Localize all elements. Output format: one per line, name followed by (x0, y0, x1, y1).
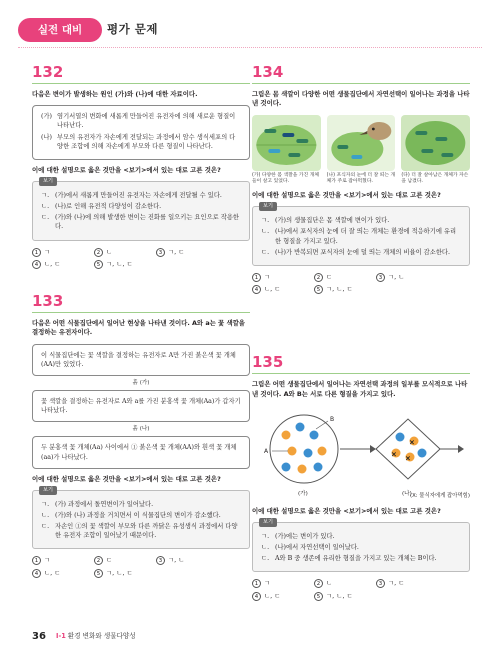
unit-label (56, 632, 136, 642)
leaf-with-caterpillars-image (252, 115, 321, 171)
bogi-text: (가)의 생물집단은 몸 색깔에 변이가 있다. (275, 217, 390, 225)
choice-number: 3 (156, 556, 165, 565)
bogi-item (41, 202, 241, 211)
info-key: (가) (41, 113, 52, 121)
question-rule (32, 83, 250, 84)
bogi-item (41, 213, 241, 231)
process-arrow-label: 흙 (가) (129, 379, 154, 387)
choice-text: ㄱ (44, 556, 51, 565)
figure-panel-na (327, 115, 396, 185)
choice-text: ㄱ, ㄴ, ㄷ (106, 568, 133, 577)
info-box (32, 105, 250, 160)
answer-choice[interactable] (376, 579, 438, 588)
figure-caption: (나) 포식자의 눈에 더 잘 띄는 개체가 주로 잡아먹혔다. (326, 172, 396, 184)
info-box (32, 344, 250, 376)
bogi-key: ㄱ. (261, 217, 270, 225)
bogi-item (41, 511, 241, 520)
choice-number: 2 (94, 556, 103, 565)
section-badge (18, 18, 102, 42)
figure-panel-ga (252, 115, 321, 185)
bogi-key: ㄴ. (261, 228, 270, 236)
choice-number: 1 (32, 556, 41, 565)
choice-number: 1 (32, 248, 41, 257)
selection-diagram (252, 405, 470, 497)
bogi-tag: 보기 (259, 518, 277, 527)
answer-choice[interactable] (94, 569, 156, 578)
choice-number: 4 (252, 592, 261, 601)
process-arrow-label: 흙 (나) (129, 425, 154, 433)
svg-text:×: × (409, 438, 415, 447)
bogi-key: ㄷ. (41, 214, 50, 222)
answer-choice[interactable] (94, 260, 156, 269)
diagram-note: (X: 물식자에게 잡아먹힘) (409, 492, 470, 499)
bogi-tag: 보기 (39, 486, 57, 495)
choice-text: ㄱ, ㄷ (168, 247, 185, 256)
answer-choices (32, 556, 250, 578)
bogi-text: (가)와 (나) 과정을 거치면서 이 식물집단의 변이가 감소했다. (55, 512, 221, 520)
choice-text: ㄱ, ㄴ, ㄷ (106, 259, 133, 268)
choice-text: ㄱ (44, 247, 51, 256)
header-divider (18, 47, 482, 49)
info-text: 부모의 유전자가 자손에게 전달되는 과정에서 암수 생식세포의 다양한 조합에 의해 자손에게 부모와 다른 형질이 나타난다. (57, 133, 236, 150)
question-stem: 다음은 변이가 발생하는 원인 (가)와 (나)에 대한 자료이다. (32, 90, 198, 98)
label-na: (나) (402, 491, 412, 498)
bogi-item (41, 191, 241, 200)
question-rule (32, 312, 250, 313)
choice-text: ㄱ, ㄷ (388, 579, 405, 588)
answer-choice[interactable] (376, 273, 438, 282)
figure-caption: (다) 더 잘 살아남은 개체가 자손을 남겼다. (401, 172, 469, 184)
bogi-key: ㄷ. (41, 523, 50, 531)
info-text: 꽃 색깔을 결정하는 유전자로 A와 a를 가진 분홍색 꽃 개체(Aa)가 갑자기 나타났다. (41, 398, 241, 415)
right-column (252, 62, 470, 601)
bogi-tag: 보기 (259, 202, 277, 211)
bird-eating-caterpillar-image (327, 115, 396, 171)
choice-number: 5 (94, 260, 103, 269)
question-rule (252, 83, 470, 84)
choice-text: ㄱ, ㄴ, ㄷ (326, 591, 353, 600)
question-head (252, 352, 470, 380)
choice-text: ㄱ (264, 579, 271, 588)
bird-illustration (327, 115, 396, 171)
bogi-key: ㄷ. (261, 555, 270, 563)
section-badge-label: 실전 대비 (37, 24, 83, 36)
answer-choices (32, 248, 250, 270)
section-title: 평가 문제 (107, 22, 158, 36)
bogi-key: ㄴ. (41, 203, 50, 211)
bogi-key: ㄴ. (261, 544, 270, 552)
question-prompt: 이에 대한 설명으로 옳은 것만을 <보기>에서 있는 대로 고른 것은? (252, 506, 441, 515)
question-prompt: 이에 대한 설명으로 옳은 것만을 <보기>에서 있는 대로 고른 것은? (252, 191, 441, 200)
choice-text: ㄴ (106, 247, 113, 256)
page-footer (0, 622, 500, 667)
choice-number: 2 (314, 579, 323, 588)
answer-choice[interactable] (252, 273, 314, 282)
question-head (32, 291, 250, 319)
bogi-text: (나)에서 자연선택이 일어났다. (275, 544, 359, 552)
question-stem: 그림은 어떤 생물집단에서 일어나는 자연선택 과정의 일부를 모식적으로 나타낸 것이다. A와 B는 서로 다른 형질을 가지고 있다. (252, 380, 468, 398)
bogi-key: ㄱ. (41, 192, 50, 200)
answer-choice[interactable] (314, 592, 376, 601)
question-number: 134 (252, 63, 284, 81)
answer-choice[interactable] (156, 556, 218, 565)
choice-text: ㄴ, ㄷ (44, 259, 61, 268)
label-a: A (264, 448, 269, 456)
answer-choice[interactable] (314, 273, 376, 282)
choice-number: 4 (32, 260, 41, 269)
question-number: 133 (32, 292, 64, 311)
choice-number: 2 (94, 248, 103, 257)
info-text: 염기서열의 변화에 새롭게 만들어진 유전자에 의해 새로운 형질이 나타난다. (57, 113, 236, 130)
answer-choice[interactable] (314, 285, 376, 294)
choice-text: ㄱ (264, 272, 271, 281)
bogi-item (261, 216, 461, 225)
left-column (32, 62, 250, 578)
choice-number: 4 (32, 569, 41, 578)
question-134 (252, 62, 470, 294)
question-prompt: 이에 대한 설명으로 옳은 것만을 <보기>에서 있는 대로 고른 것은? (32, 165, 221, 174)
answer-choice[interactable] (94, 556, 156, 565)
answer-choice[interactable] (32, 260, 94, 269)
label-ga: (가) (298, 491, 308, 498)
choice-text: ㄴ, ㄷ (264, 591, 281, 600)
figure-caption: (가) 다양한 몸 색깔을 가진 개체들이 살고 있었다. (252, 172, 319, 184)
info-box (32, 436, 250, 468)
info-item (41, 133, 241, 151)
unit-code: I-1 (56, 632, 66, 640)
info-text: 두 분홍색 꽃 개체(Aa) 사이에서 ① 붉은색 꽃 개체(AA)와 흰색 꽃 개체(aa)가 나타났다. (41, 444, 237, 461)
choice-text: ㄴ, ㄷ (44, 568, 61, 577)
page-number: 36 (32, 631, 46, 642)
bogi-key: ㄱ. (261, 533, 270, 541)
question-133 (32, 291, 250, 578)
process-arrow (32, 379, 250, 387)
unit-title: 환경 변화와 생물다양성 (67, 632, 136, 640)
choice-text: ㄱ, ㄴ (168, 556, 185, 565)
answer-choice[interactable] (156, 248, 218, 257)
survivors-illustration (401, 115, 470, 171)
bogi-text: (가)에는 변이가 있다. (275, 533, 335, 541)
bogi-item (261, 554, 461, 563)
choice-number: 5 (94, 569, 103, 578)
choice-text: ㄷ (106, 556, 113, 565)
answer-choice[interactable] (32, 556, 94, 565)
choice-number: 1 (252, 579, 261, 588)
choice-text: ㄱ, ㄴ, ㄷ (326, 285, 353, 294)
choice-number: 1 (252, 273, 261, 282)
question-head (32, 62, 250, 90)
bogi-item (261, 248, 461, 257)
info-key: (나) (41, 133, 52, 141)
bogi-box (32, 178, 250, 241)
choice-number: 3 (376, 579, 385, 588)
question-stem: 다음은 어떤 식물집단에서 일어난 현상을 나타낸 것이다. A와 a는 꽃 색깔을 결정하는 유전자이다. (32, 319, 245, 337)
choice-number: 5 (314, 285, 323, 294)
question-number: 135 (252, 353, 284, 372)
choice-text: ㄷ (326, 272, 333, 281)
bogi-text: (나)로 인해 유전적 다양성이 감소한다. (55, 203, 162, 211)
choice-number: 2 (314, 273, 323, 282)
question-head (252, 62, 470, 90)
bogi-item (261, 227, 461, 245)
population-diagram (252, 405, 470, 497)
answer-choice[interactable] (94, 248, 156, 257)
bogi-text: A와 B 중 생존에 유리한 형질을 가지고 있는 개체는 B이다. (275, 555, 437, 563)
choice-number: 3 (156, 248, 165, 257)
bogi-key: ㄱ. (41, 500, 50, 508)
bogi-text: (나)가 반복되면 포식자의 눈에 덜 띄는 개체의 비율이 감소한다. (275, 248, 450, 256)
bogi-text: 자손인 ①의 꽃 색깔이 부모와 다른 까닭은 유성생식 과정에서 다양한 유전자 조합이 일어났기 때문이다. (55, 523, 238, 540)
bogi-key: ㄴ. (41, 512, 50, 520)
bogi-text: (나)에서 포식자의 눈에 더 잘 띄는 개체는 환경에 적응하기에 유리한 형질을 가지고 있다. (275, 228, 457, 245)
selection-figure (252, 115, 470, 185)
choice-text: ㄴ (326, 579, 333, 588)
choice-number: 5 (314, 592, 323, 601)
bogi-text: (가) 과정에서 돌연변이가 일어났다. (55, 500, 154, 508)
choice-number: 3 (376, 273, 385, 282)
question-stem: 그림은 몸 색깔이 다양한 어떤 생물집단에서 자연선택이 일어나는 과정을 나타낸 것이다. (252, 90, 470, 108)
question-132 (32, 62, 250, 269)
bogi-key: ㄷ. (261, 248, 270, 256)
bogi-tag: 보기 (39, 177, 57, 186)
answer-choice[interactable] (252, 285, 314, 294)
bogi-text: (가)와 (나)에 의해 발생한 변이는 진화를 일으키는 요인으로 작용한다. (55, 214, 239, 231)
svg-text:×: × (405, 454, 411, 463)
answer-choices (252, 579, 470, 601)
choice-text: ㄱ, ㄴ (388, 272, 405, 281)
caterpillar-illustration (252, 115, 321, 171)
info-text: 이 식물집단에는 꽃 색깔을 결정하는 유전자로 A만 가진 붉은색 꽃 개체(AA)만 있었다. (41, 351, 236, 368)
choice-text: ㄴ, ㄷ (264, 285, 281, 294)
bogi-item (41, 500, 241, 509)
info-item (41, 112, 241, 130)
bogi-box (252, 519, 470, 572)
process-arrow (32, 425, 250, 433)
figure-panel-da (401, 115, 470, 185)
answer-choice[interactable] (314, 579, 376, 588)
page-header (0, 0, 500, 58)
bogi-item (261, 543, 461, 552)
answer-choice[interactable] (252, 592, 314, 601)
question-135 (252, 352, 470, 601)
answer-choice[interactable] (32, 248, 94, 257)
answer-choice[interactable] (32, 569, 94, 578)
choice-number: 4 (252, 285, 261, 294)
bogi-box (252, 203, 470, 266)
info-box (32, 390, 250, 422)
question-number: 132 (32, 63, 64, 81)
surviving-caterpillars-image (401, 115, 470, 171)
answer-choices (252, 273, 470, 295)
label-b: B (330, 416, 335, 424)
question-prompt: 이에 대한 설명으로 옳은 것만을 <보기>에서 있는 대로 고른 것은? (32, 474, 221, 483)
answer-choice[interactable] (252, 579, 314, 588)
bogi-item (41, 522, 241, 540)
bogi-item (261, 532, 461, 541)
svg-text:×: × (391, 450, 397, 459)
bogi-text: (가)에서 새롭게 만들어진 유전자는 자손에게 전달될 수 있다. (55, 192, 222, 200)
question-rule (252, 373, 470, 374)
bogi-box (32, 486, 250, 550)
